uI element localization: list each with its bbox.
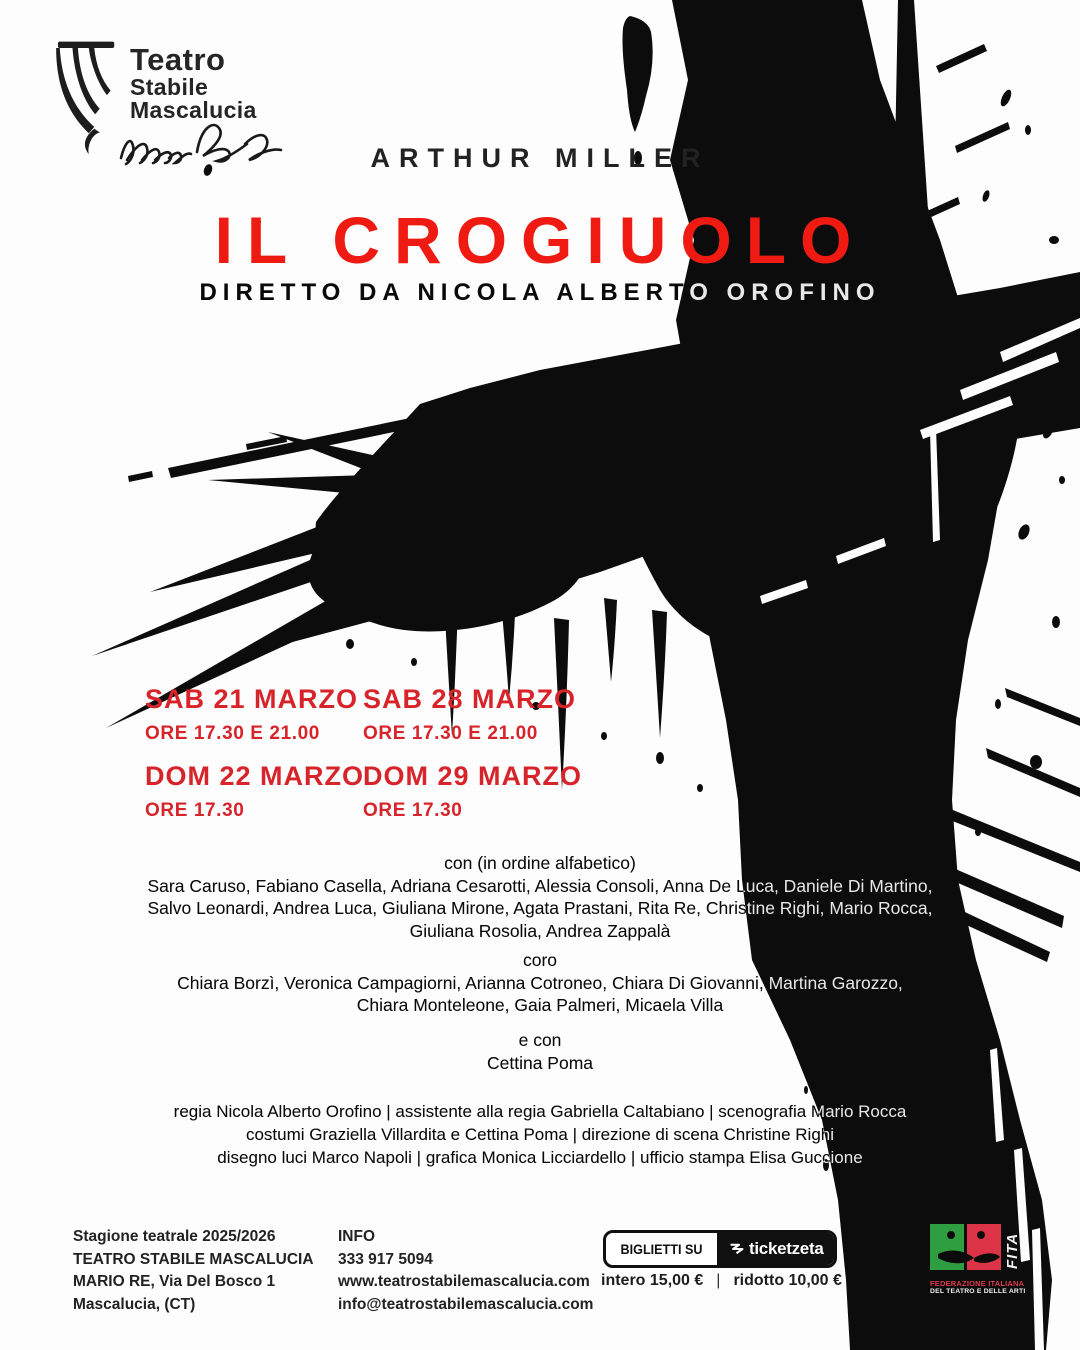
fita-masks-icon: [930, 1224, 1030, 1270]
show-date-block: [145, 761, 364, 822]
venue-name: TEATRO STABILE MASCALUCIA: [73, 1250, 314, 1268]
contact-info: [338, 1226, 593, 1316]
author-name: ARTHUR MILLER: [370, 143, 710, 173]
choir-section: [0, 949, 1080, 1017]
cast-line: Salvo Leonardi, Andrea Luca, Giuliana Mirone, Agata Prastani, Rita Re, Christine Righi, Mario Rocca,: [147, 898, 933, 918]
show-date: DOM 29 MARZO: [363, 761, 583, 791]
tickets-badge: [603, 1230, 837, 1268]
show-date: SAB 28 MARZO: [363, 684, 577, 714]
choir-line: Chiara Borzì, Veronica Campagiorni, Arianna Cotroneo, Chiara Di Giovanni, Martina Garozzo,: [177, 972, 903, 993]
logo-line-stabile: Stabile: [130, 73, 209, 100]
logo-line-teatro: Teatro: [130, 42, 226, 77]
show-date-block: [145, 684, 358, 745]
choir-heading: coro: [522, 950, 558, 970]
phone-number: 333 917 5094: [338, 1250, 433, 1268]
credits-line: disegno luci Marco Napoli | grafica Monica Licciardello | ufficio stampa Elisa Guccione: [217, 1148, 863, 1167]
featuring-section: [0, 1029, 1080, 1074]
show-date-block: [363, 761, 582, 822]
show-date: DOM 22 MARZO: [145, 761, 365, 791]
season-label: Stagione teatrale 2025/2026: [73, 1228, 276, 1245]
cast-heading: con (in ordine alfabetico): [444, 853, 636, 873]
tickets-vendor: [717, 1233, 834, 1265]
venue-info: [73, 1226, 314, 1316]
ticketzeta-logo-icon: [728, 1242, 745, 1256]
featuring-name: Cettina Poma: [486, 1052, 594, 1073]
fita-logo: [930, 1224, 1040, 1297]
credits-line: costumi Graziella Villardita e Cettina Poma | direzione di scena Christine Righi: [245, 1125, 835, 1144]
full-price: intero 15,00 €: [601, 1272, 704, 1289]
email-address: info@teatrostabilemascalucia.com: [338, 1295, 594, 1313]
fita-caption-line2: DEL TEATRO E DELLE ARTI: [930, 1288, 1026, 1296]
show-time: ORE 17.30: [145, 800, 245, 821]
credits-line: regia Nicola Alberto Orofino | assistente alla regia Gabriella Caltabiano | scenografia Mario Rocca: [173, 1102, 907, 1121]
choir-line: Chiara Monteleone, Gaia Palmeri, Micaela Villa: [356, 995, 724, 1015]
fita-acronym: FITA: [1004, 1232, 1021, 1269]
featuring-heading: e con: [518, 1030, 562, 1050]
cast-line: Giuliana Rosolia, Andrea Zappalà: [409, 920, 671, 941]
venue-city: Mascalucia, (CT): [73, 1295, 196, 1313]
venue-address: MARIO RE, Via Del Bosco 1: [73, 1273, 276, 1290]
fita-caption-line1: FEDERAZIONE ITALIANA: [930, 1279, 1025, 1288]
curtain-icon: [54, 38, 120, 156]
show-time: ORE 17.30: [363, 800, 463, 821]
logo-line-mascalucia: Mascalucia: [130, 97, 257, 124]
show-time: ORE 17.30 E 21.00: [145, 723, 320, 744]
tickets-vendor-name: ticketzeta: [749, 1239, 824, 1258]
cast-line: Sara Caruso, Fabiano Casella, Adriana Cesarotti, Alessia Consoli, Anna De Luca, Daniele Di Martino,: [147, 875, 933, 896]
fita-caption: [930, 1279, 1040, 1297]
info-label: INFO: [338, 1228, 376, 1245]
show-date-block: [363, 684, 576, 745]
play-title: IL CROGIUOLO: [214, 203, 866, 277]
show-time: ORE 17.30 E 21.00: [363, 723, 538, 744]
reduced-price: ridotto 10,00 €: [733, 1272, 842, 1289]
show-date: SAB 21 MARZO: [145, 684, 359, 714]
cast-section: [0, 852, 1080, 942]
credits-section: [0, 1100, 1080, 1169]
price-separator: |: [716, 1272, 721, 1289]
tickets-badge-label: BIGLIETTI SU: [612, 1233, 712, 1265]
directed-by: DIRETTO DA NICOLA ALBERTO OROFINO: [199, 279, 881, 306]
ticket-prices: [601, 1272, 842, 1290]
website-url: www.teatrostabilemascalucia.com: [338, 1273, 590, 1290]
